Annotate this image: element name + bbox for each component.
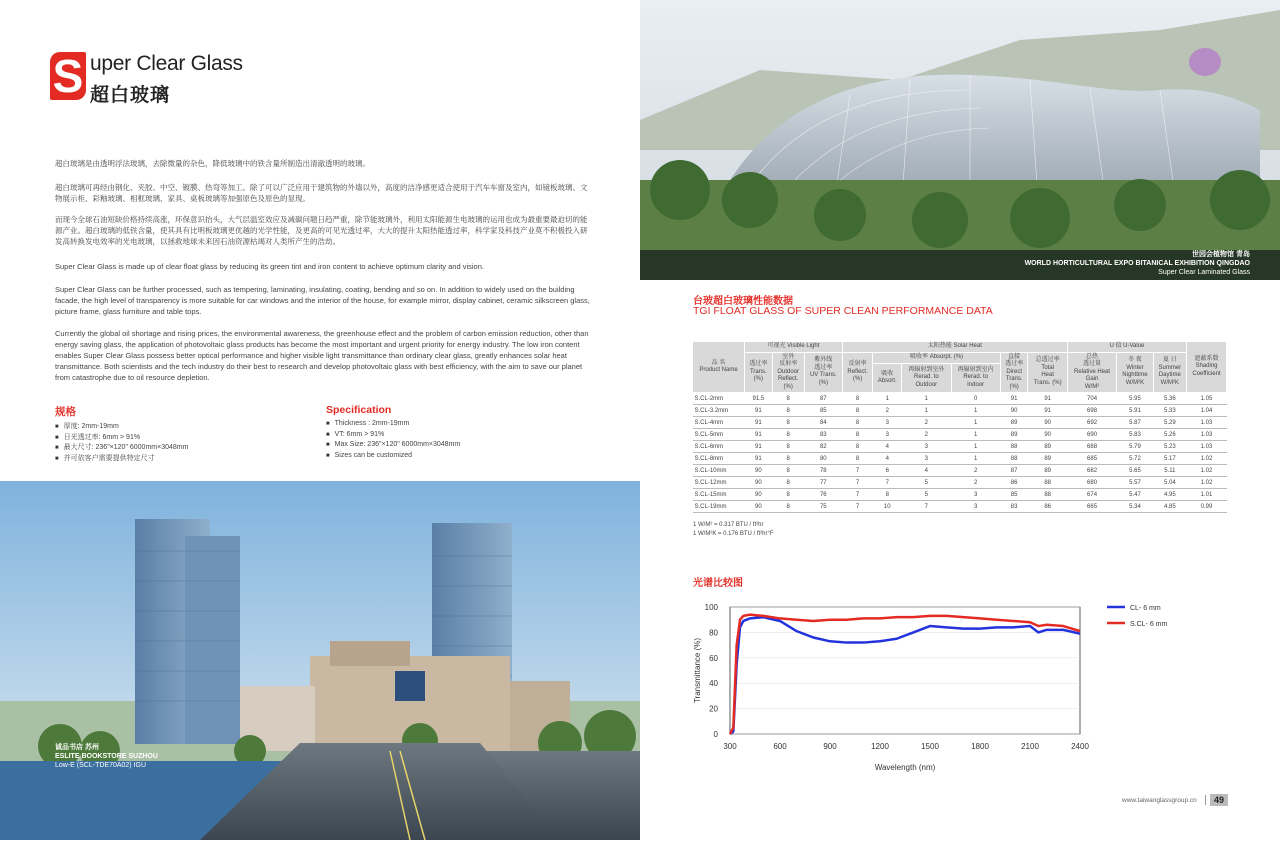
table-cell: 8 [772,441,804,453]
table-cell: 78 [804,465,842,477]
table-cell: 83 [804,429,842,441]
table-cell: 5.47 [1117,489,1153,501]
table-cell: 8 [772,393,804,405]
col-header: 吸收 Absort. [873,364,902,393]
table-cell: 90 [745,477,773,489]
table-cell: 89 [1028,453,1067,465]
col-header: 紫外线 透过率 UV Trans. (%) [804,352,842,393]
table-cell: 5.23 [1153,441,1186,453]
table-cell: 3 [873,417,902,429]
table-cell: 8 [772,477,804,489]
table-cell: 90 [1028,417,1067,429]
col-header: 反射率 Reflect. (%) [842,352,872,393]
bookstore-illustration [0,481,640,840]
table-cell: 1 [951,453,1000,465]
table-cell: 8 [772,429,804,441]
y-tick-label: 20 [709,704,718,714]
x-tick-label: 600 [773,742,787,751]
product-name-cell: S.CL-2mm [693,393,745,405]
table-cell: 5.04 [1153,477,1186,489]
table-cell: 8 [772,417,804,429]
table-cell: 88 [1000,453,1028,465]
spec-en [326,404,576,461]
bookstore-caption-sub: Low-E (SCL-TDE70A02) IGU [55,762,147,769]
table-cell: 5.79 [1117,441,1153,453]
table-row [693,453,1227,465]
table-cell: 3 [902,453,951,465]
table-cell: 2 [951,465,1000,477]
page-title-en: uper Clear Glass [90,52,243,75]
spec-en-item: ■ Sizes can be customized [326,451,576,462]
bookstore-caption [55,743,158,770]
table-cell: 1 [951,417,1000,429]
col-header: 直接 透过率 Direct Trans. (%) [1000,352,1028,393]
table-cell: 90 [745,501,773,513]
table-cell: 77 [804,477,842,489]
spec-cn-item: ■ 最大尺寸: 236"×120" 6000mm×3048mm [55,443,305,454]
table-cell: 89 [1028,441,1067,453]
x-axis-label: Wavelength (nm) [874,763,936,772]
table-cell: 85 [804,405,842,417]
performance-table [692,341,1227,513]
table-cell: 8 [772,453,804,465]
table-cell: 8 [772,405,804,417]
expo-illustration [640,0,1280,280]
table-cell: 91 [745,453,773,465]
page-number: 49 [1210,794,1228,806]
footer-divider [1205,795,1206,805]
table-row [693,465,1227,477]
table-cell: 4 [873,441,902,453]
table-cell: 91.5 [745,393,773,405]
table-row [693,393,1227,405]
table-cell: 5.72 [1117,453,1153,465]
col-header: 总热 透过量 Relative Heat Gain W/M² [1067,352,1116,393]
group-absorb: 吸收率 Absorpt. (%) [873,352,1001,364]
title-initial: S [50,52,86,100]
table-cell: 75 [804,501,842,513]
x-tick-label: 2400 [1071,742,1089,751]
table-cell: 0.99 [1186,501,1226,513]
table-cell: 5.95 [1117,393,1153,405]
table-cell: 8 [772,489,804,501]
table-cell: 2 [951,477,1000,489]
table-cell: 5.29 [1153,417,1186,429]
col-header: 透过率 Trans. (%) [745,352,773,393]
product-name-cell: S.CL-4mm [693,417,745,429]
table-cell: 1.03 [1186,441,1226,453]
table-cell: 5.11 [1153,465,1186,477]
col-header: 再辐射到室外 Rerad. to Outdoor [902,364,951,393]
x-tick-label: 2100 [1021,742,1039,751]
table-cell: 91 [1028,405,1067,417]
table-cell: 7 [842,501,872,513]
table-cell: 3 [873,429,902,441]
product-name-cell: S.CL-15mm [693,489,745,501]
bookstore-photo [0,481,640,840]
table-cell: 1 [873,393,902,405]
table-cell: 10 [873,501,902,513]
table-cell: 8 [842,405,872,417]
table-row [693,477,1227,489]
table-cell: 8 [842,441,872,453]
table-cell: 1 [951,405,1000,417]
table-cell: 8 [842,417,872,429]
table-cell: 76 [804,489,842,501]
table-cell: 1.04 [1186,405,1226,417]
intro-cn-2: 超白玻璃可再经由钢化、夹胶、中空、镀膜、热弯等加工。除了可以广泛应用于建筑物的外墙以外，高度的洁净感更适合使用于汽车车窗及室内，如镜板玻璃、文物展示柜、彩釉玻璃、相框玻璃、家具、桌板玻璃等加强原色及原色的显现。 [55,183,588,203]
chart-title: 光谱比较图 [693,578,743,589]
legend-label: S.CL- 6 mm [1130,621,1168,628]
table-cell: 4.85 [1153,501,1186,513]
table-cell: 90 [1028,429,1067,441]
product-name-cell: S.CL-19mm [693,501,745,513]
y-tick-label: 40 [709,679,718,689]
table-cell: 1 [902,405,951,417]
spec-en-heading: Specification [326,404,392,416]
table-note: 1 W/M² = 0.317 BTU / ft²hr [693,522,764,528]
expo-caption-en: WORLD HORTICULTURAL EXPO BITANICAL EXHIBITION QINGDAO [1024,260,1250,267]
table-cell: 2 [902,417,951,429]
table-cell: 89 [1028,465,1067,477]
x-tick-label: 1500 [921,742,939,751]
table-cell: 4 [873,453,902,465]
table-cell: 5.91 [1117,405,1153,417]
table-cell: 7 [842,477,872,489]
table-cell: 91 [1000,393,1028,405]
table-title-en: TGI FLOAT GLASS OF SUPER CLEAN PERFORMANCE DATA [693,305,993,317]
col-header: 总透过率 Total Heat Trans. (%) [1028,352,1067,393]
table-cell: 1 [951,429,1000,441]
footer-url[interactable]: www.taiwanglassgroup.cn [1122,797,1197,804]
table-cell: 8 [842,453,872,465]
table-cell: 89 [1000,429,1028,441]
table-cell: 5.26 [1153,429,1186,441]
table-cell: 90 [745,465,773,477]
spec-en-item: ■ VT: 6mm > 91% [326,430,576,441]
intro-en-2: Super Clear Glass can be further processed, such as tempering, laminating, insulating, coating, bending and so on. In addition to widely used on the building facade, the high level of transparency is more suitable for car windows and the interior of the house, for example mirror, display cabinet, ceramic silkscreen glass, picture frame, glass furniture and table tops. [55,285,590,316]
spec-cn-item: ■ 厚度: 2mm-19mm [55,422,305,433]
intro-cn-1: 超白玻璃是由透明浮法玻璃，去除微量的杂色，降低玻璃中的铁含量所制造出清澈透明的玻璃。 [55,159,370,168]
table-cell: 8 [772,501,804,513]
group-visible: 可视光 Visible Light [745,342,843,353]
spec-cn [55,404,305,464]
spec-cn-heading: 规格 [55,406,76,418]
table-cell: 86 [1000,477,1028,489]
product-name-cell: S.CL-12mm [693,477,745,489]
table-cell: 688 [1067,441,1116,453]
y-axis-label: Transmittance (%) [693,637,702,704]
table-cell: 1.02 [1186,453,1226,465]
table-cell: 85 [1000,489,1028,501]
table-cell: 84 [804,417,842,429]
table-cell: 7 [842,489,872,501]
col-header: 冬 夜 Winter Nighttime W/M²K [1117,352,1153,393]
page-title-cn: 超白玻璃 [90,85,171,106]
table-cell: 90 [745,489,773,501]
col-header: 再辐射到室内 Rerad. to Indoor [951,364,1000,393]
table-cell: 91 [1028,393,1067,405]
table-cell: 0 [951,393,1000,405]
table-cell: 682 [1067,465,1116,477]
table-notes [693,521,774,539]
table-row [693,489,1227,501]
table-cell: 5.87 [1117,417,1153,429]
y-tick-label: 60 [709,653,718,663]
product-name-cell: S.CL-6mm [693,441,745,453]
table-cell: 8 [842,393,872,405]
table-cell: 4 [902,465,951,477]
table-cell: 2 [873,405,902,417]
table-cell: 3 [951,489,1000,501]
table-cell: 5.17 [1153,453,1186,465]
table-cell: 690 [1067,429,1116,441]
table-cell: 88 [1028,489,1067,501]
table-cell: 91 [745,417,773,429]
table-row [693,441,1227,453]
x-tick-label: 1200 [871,742,889,751]
table-cell: 5.65 [1117,465,1153,477]
table-cell: 7 [873,477,902,489]
table-cell: 80 [804,453,842,465]
spec-cn-item: ■ 并可依客户需要提供特定尺寸 [55,454,305,465]
table-cell: 8 [873,489,902,501]
table-cell: 698 [1067,405,1116,417]
expo-photo [640,0,1280,280]
table-cell: 3 [951,501,1000,513]
col-header: 夏 日 Summer Daytime W/M²K [1153,352,1186,393]
table-note: 1 W/M²K = 0.176 BTU / ft²hr°F [693,531,774,537]
table-cell: 1.03 [1186,429,1226,441]
spec-en-item: ■ Max Size: 236"×120" 6000mm×3048mm [326,440,576,451]
table-cell: 704 [1067,393,1116,405]
table-cell: 692 [1067,417,1116,429]
table-cell: 8 [772,465,804,477]
table-cell: 82 [804,441,842,453]
table-cell: 91 [745,405,773,417]
spec-cn-item: ■ 日光透过率: 6mm > 91% [55,433,305,444]
table-cell: 5.33 [1153,405,1186,417]
table-cell: 89 [1000,417,1028,429]
table-cell: 90 [1000,405,1028,417]
legend-label: CL- 6 mm [1130,605,1161,612]
table-cell: 6 [873,465,902,477]
product-name-cell: S.CL-5mm [693,429,745,441]
spectrum-chart [680,595,1168,780]
intro-en-3: Currently the global oil shortage and rising prices, the environmental awareness, the greenhouse effect and the problem of carbon emission reduction, other than energy saving glass, the application of photovoltaic glass products has become the most important and urgent priority for energy industry. The low iron content enables Super Clear Glass possess better optical performance and higher visible light transmittance than ordinary clear glass, greatly enhances solar heat transmittance. Both scientists and the tech industry do their best to research and develop photovoltaic glass with best efficiency, with the aim to save our planet from catastrophe due to oil resource depletion. [55,329,589,382]
table-cell: 674 [1067,489,1116,501]
table-cell: 87 [804,393,842,405]
y-tick-label: 100 [704,603,718,612]
bookstore-caption-en: ESLITE BOOKSTORE SUZHOU [55,753,158,760]
spec-en-item: ■ Thickness : 2mm-19mm [326,419,576,430]
product-name-cell: S.CL-8mm [693,453,745,465]
product-name-cell: S.CL-3.2mm [693,405,745,417]
table-cell: 91 [745,429,773,441]
group-uvalue: U 值 U-Value [1067,342,1186,353]
table-body [693,393,1227,513]
table-cell: 4.95 [1153,489,1186,501]
expo-caption [1025,250,1250,277]
table-cell: 5.57 [1117,477,1153,489]
table-cell: 5 [902,489,951,501]
x-tick-label: 1800 [971,742,989,751]
table-title-cn: 台玻超白玻璃性能数据 [693,296,793,307]
table-cell: 1.02 [1186,477,1226,489]
x-tick-label: 900 [823,742,837,751]
table-cell: 88 [1028,477,1067,489]
table-cell: 1.01 [1186,489,1226,501]
table-cell: 8 [842,429,872,441]
table-cell: 5 [902,477,951,489]
group-solar: 太阳热能 Solar Heat [842,342,1067,353]
x-tick-label: 300 [723,742,737,751]
col-shading: 遮蔽系数 Shading Coefficient [1186,342,1226,393]
table-cell: 3 [902,441,951,453]
col-header: 室外 反射率 Outdoor Reflect. (%) [772,352,804,393]
intro-en-1: Super Clear Glass is made up of clear float glass by reducing its green tint and iron content to achieve optimum clarity and vision. [55,262,484,271]
table-cell: 83 [1000,501,1028,513]
table-cell: 7 [902,501,951,513]
table-cell: 5.36 [1153,393,1186,405]
table-cell: 5.83 [1117,429,1153,441]
table-row [693,405,1227,417]
expo-caption-cn: 世园会植物馆 青岛 [1192,251,1250,258]
intro-cn-3: 而现今全球石油短缺价格持续高涨，环保意识抬头，大气层温室效应及减碳问题日趋严重，除节能玻璃外，利用太阳能源生电玻璃的运用也成为最重要最迫切的能源产业。超白玻璃的低铁含量，使其具有比明板玻璃更优越的光学性能，及更高的可见光透过率，大大的提升太阳热能透过率，科学家及科技产业莫不积极投入研发高转换发电效率的光电玻璃，以拯救地球未来因石油资源枯竭对人类所产生的浩劫。 [55,215,588,246]
table-row [693,501,1227,513]
product-name-cell: S.CL-10mm [693,465,745,477]
y-tick-label: 0 [713,730,718,739]
table-cell: 91 [745,441,773,453]
table-cell: 7 [842,465,872,477]
col-product: 品 名 Product Name [693,342,745,393]
expo-caption-sub: Super Clear Laminated Glass [1158,269,1250,276]
table-cell: 1.03 [1186,417,1226,429]
table-row [693,429,1227,441]
table-cell: 665 [1067,501,1116,513]
y-tick-label: 80 [709,628,718,638]
table-cell: 87 [1000,465,1028,477]
table-cell: 685 [1067,453,1116,465]
table-cell: 1 [902,393,951,405]
table-row [693,417,1227,429]
table-cell: 5.34 [1117,501,1153,513]
table-cell: 86 [1028,501,1067,513]
table-cell: 1 [951,441,1000,453]
table-cell: 1.05 [1186,393,1226,405]
table-cell: 88 [1000,441,1028,453]
table-cell: 1.02 [1186,465,1226,477]
bookstore-caption-cn: 诚品书店 苏州 [55,744,99,751]
table-cell: 680 [1067,477,1116,489]
table-cell: 2 [902,429,951,441]
